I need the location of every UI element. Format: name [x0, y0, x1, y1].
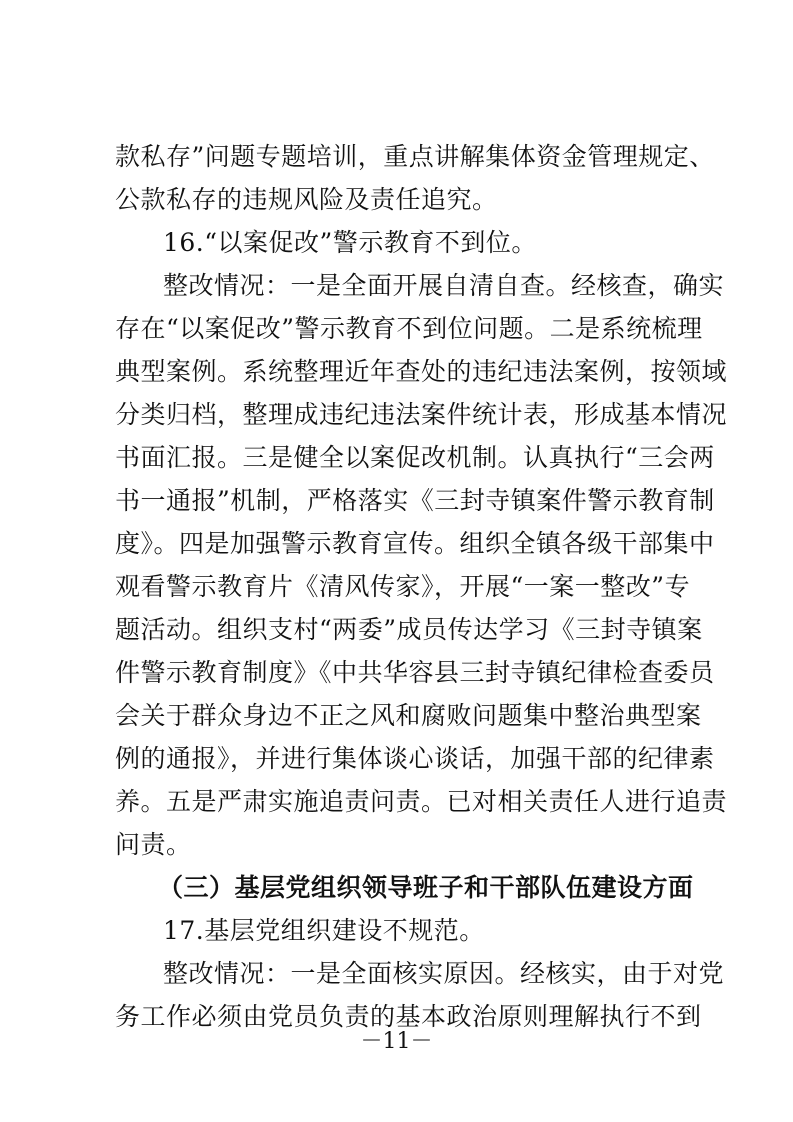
text-line: 公款私存的违规风险及责任追究。	[115, 185, 498, 214]
page-number: －11－	[360, 1029, 433, 1054]
text-line: 整改情况：一是全面核实原因。经核实，由于对党	[163, 959, 725, 988]
text-line: 务工作必须由党员负责的基本政治原则理解执行不到	[115, 1002, 702, 1031]
text-line: 书面汇报。三是健全以案促改机制。认真执行“三会两	[115, 443, 715, 472]
text-line: 养。五是严肃实施追责问责。已对相关责任人进行追责	[115, 787, 728, 816]
text-line: 书一通报”机制，严格落实《三封寺镇案件警示教育制	[115, 486, 715, 515]
text-line: 观看警示教育片《清风传家》，开展“一案一整改”专	[115, 572, 691, 601]
section-heading: （三）基层党组织领导班子和干部队伍建设方面	[158, 873, 694, 902]
text-line: 款私存”问题专题培训，重点讲解集体资金管理规定、	[115, 142, 715, 171]
text-line: 分类归档，整理成违纪违法案件统计表，形成基本情况	[115, 400, 728, 429]
item-heading: 17.基层党组织建设不规范。	[163, 916, 485, 945]
text-line: 整改情况：一是全面开展自清自查。经核查，确实	[163, 271, 725, 300]
text-line: 例的通报》，并进行集体谈心谈话，加强干部的纪律素	[115, 744, 715, 773]
text-line: 会关于群众身边不正之风和腐败问题集中整治典型案	[115, 701, 702, 730]
text-line: 度》。四是加强警示教育宣传。组织全镇各级干部集中	[115, 529, 715, 558]
item-heading: 16.“以案促改”警示教育不到位。	[163, 228, 537, 257]
text-line: 题活动。组织支村“两委”成员传达学习《三封寺镇案	[115, 615, 703, 644]
text-line: 问责。	[115, 830, 192, 859]
text-line: 典型案例。系统整理近年查处的违纪违法案例，按领域	[115, 357, 728, 386]
text-line: 件警示教育制度》《中共华容县三封寺镇纪律检查委员	[115, 658, 715, 687]
text-line: 存在“以案促改”警示教育不到位问题。二是系统梳理	[115, 314, 703, 343]
